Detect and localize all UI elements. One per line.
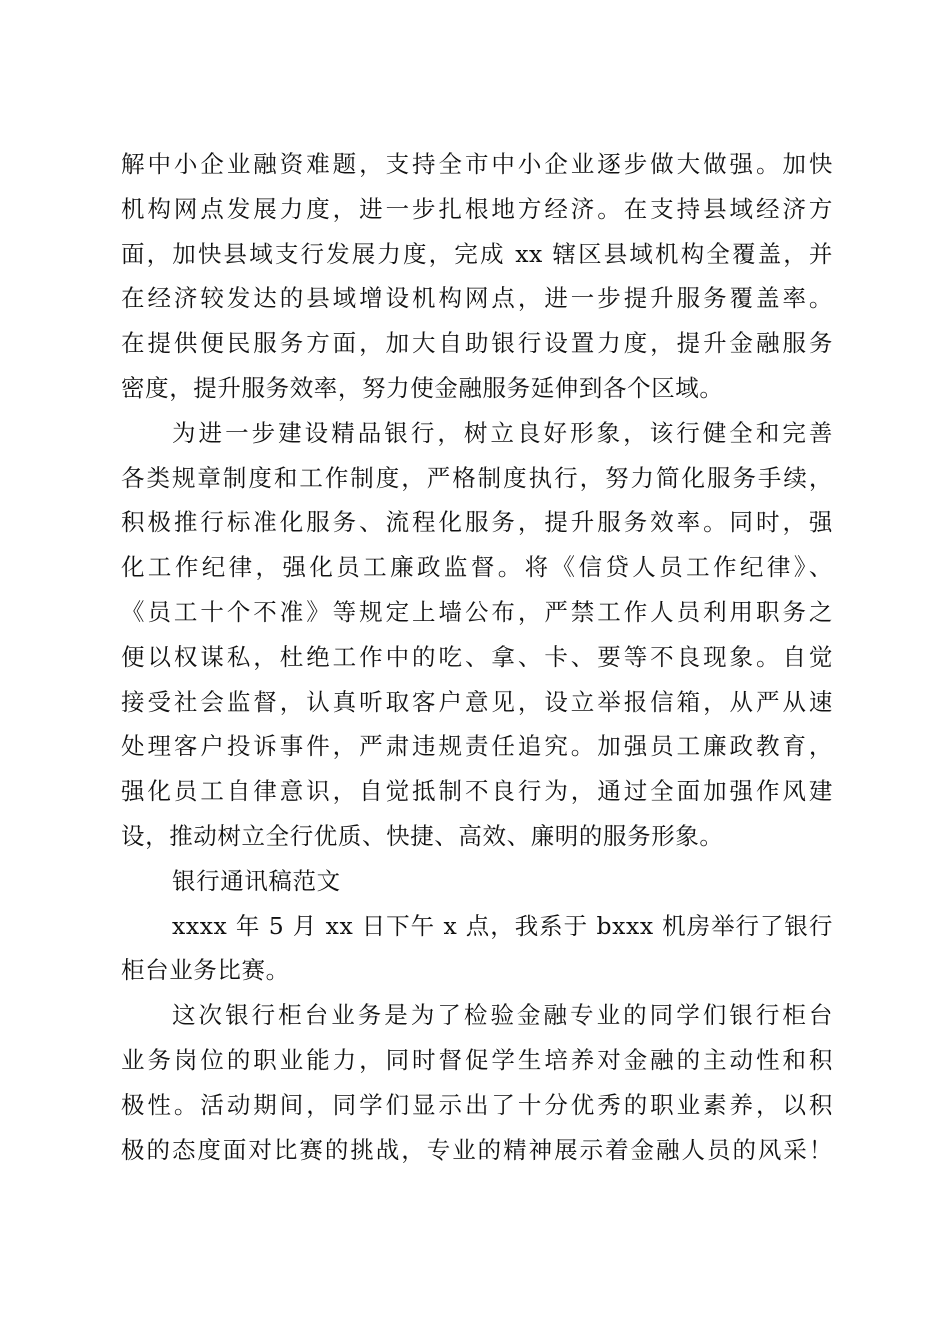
text-line: 《员工十个不准》等规定上墙公布，严禁工作人员利用职务之	[121, 597, 833, 626]
text-line: 化工作纪律，强化员工廉政监督。将《信贷人员工作纪律》、	[121, 553, 833, 582]
text-line: 极性。活动期间，同学们显示出了十分优秀的职业素养，以积	[121, 1090, 833, 1119]
text-line: 密度，提升服务效率，努力使金融服务延伸到各个区域。	[121, 373, 724, 402]
document-body	[121, 142, 833, 1172]
text-line: 解中小企业融资难题，支持全市中小企业逐步做大做强。加快	[121, 150, 833, 178]
text-line: 接受社会监督，认真听取客户意见，设立举报信箱，从严从速	[121, 687, 833, 716]
text-line: 强化员工自律意识，自觉抵制不良行为，通过全面加强作风建	[121, 777, 833, 806]
text-line: 各类规章制度和工作制度，严格制度执行，努力简化服务手续，	[121, 463, 833, 492]
text-line: 业务岗位的职业能力，同时督促学生培养对金融的主动性和积	[121, 1045, 833, 1074]
text-line: 设，推动树立全行优质、快捷、高效、廉明的服务形象。	[121, 821, 724, 850]
text-line: 这次银行柜台业务是为了检验金融专业的同学们银行柜台	[172, 1001, 833, 1030]
text-line: 便以权谋私，杜绝工作中的吃、拿、卡、要等不良现象。自觉	[121, 642, 833, 671]
text-line: 极的态度面对比赛的挑战，专业的精神展示着金融人员的风采！	[121, 1135, 833, 1164]
text-line: 机构网点发展力度，进一步扎根地方经济。在支持县域经济方	[121, 194, 833, 223]
text-line: 积极推行标准化服务、流程化服务，提升服务效率。同时，强	[121, 508, 833, 537]
text-line: 银行通讯稿范文	[172, 866, 341, 895]
text-line: 为进一步建设精品银行，树立良好形象，该行健全和完善	[172, 418, 833, 447]
text-line: xxxx 年 5 月 xx 日下午 x 点，我系于 bxxx 机房举行了银行	[172, 911, 833, 940]
text-line: 在提供便民服务方面，加大自助银行设置力度，提升金融服务	[121, 329, 833, 358]
text-line: 在经济较发达的县域增设机构网点，进一步提升服务覆盖率。	[121, 284, 833, 313]
text-line: 面，加快县域支行发展力度，完成 xx 辖区县域机构全覆盖，并	[121, 239, 833, 268]
text-line: 柜台业务比赛。	[121, 956, 290, 985]
text-line: 处理客户投诉事件，严肃违规责任追究。加强员工廉政教育，	[121, 732, 833, 761]
